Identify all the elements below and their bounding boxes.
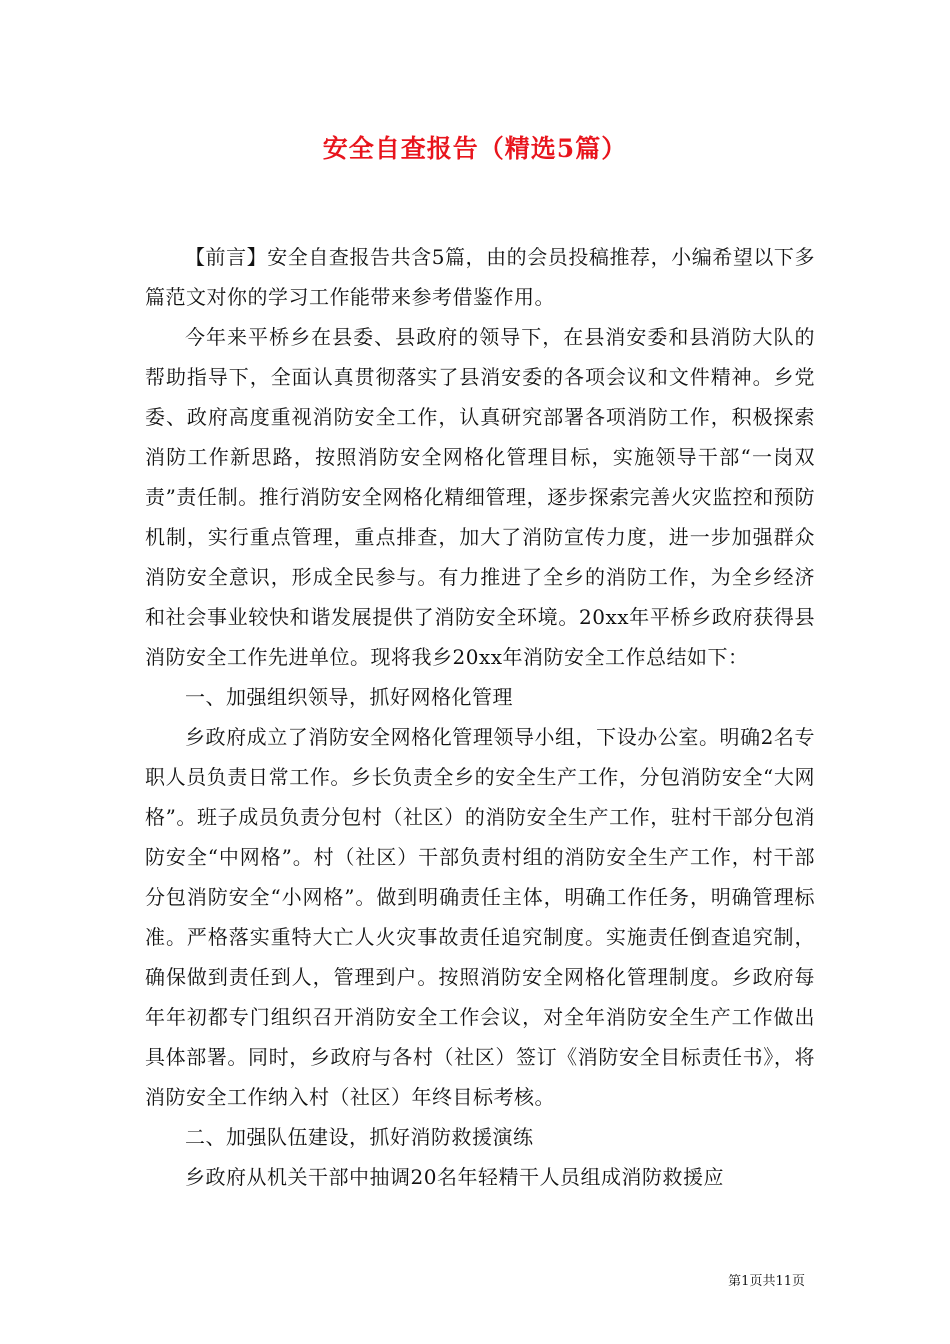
- section-2-paragraph: 乡政府从机关干部中抽调20名年轻精干人员组成消防救援应: [185, 1165, 724, 1189]
- intro-paragraph: 今年来平桥乡在县委、县政府的领导下，在县消安委和县消防大队的帮助指导下，全面认真贯彻落实了县消安委的各项会议和文件精神。乡党委、政府高度重视消防安全工作，认真研究部署各项消防工作，积极探索消防工作新思路，按照消防安全网格化管理目标，实施领导干部“一岗双责”责任制。推行消防安全网格化精细管理，逐步探索完善火灾监控和预防机制，实行重点管理，重点排查，加大了消防宣传力度，进一步加强群众消防安全意识，形成全民参与。有力推进了全乡的消防工作，为全乡经济和社会事业较快和谐发展提供了消防安全环境。20xx年平桥乡政府获得县消防安全工作先进单位。现将我乡20xx年消防安全工作总结如下：: [145, 325, 815, 669]
- preface-paragraph: 【前言】安全自查报告共含5篇，由的会员投稿推荐，小编希望以下多篇范文对你的学习工作能带来参考借鉴作用。: [145, 245, 815, 309]
- section-heading-2: 二、加强队伍建设，抓好消防救援演练: [185, 1125, 534, 1149]
- section-1-paragraph: 乡政府成立了消防安全网格化管理领导小组，下设办公室。明确2名专职人员负责日常工作。乡长负责全乡的安全生产工作，分包消防安全“大网格”。班子成员负责分包村（社区）的消防安全生产工作，驻村干部分包消防安全“中网格”。村（社区）干部负责村组的消防安全生产工作，村干部分包消防安全“小网格”。做到明确责任主体，明确工作任务，明确管理标准。严格落实重特大亡人火灾事故责任追究制度。实施责任倒查追究制，确保做到责任到人，管理到户。按照消防安全网格化管理制度。乡政府每年年初都专门组织召开消防安全工作会议，对全年消防安全生产工作做出具体部署。同时，乡政府与各村（社区）签订《消防安全目标责任书》，将消防安全工作纳入村（社区）年终目标考核。: [145, 725, 815, 1109]
- page-number-footer: 第1页共11页: [728, 1274, 805, 1289]
- page-title: 安全自查报告（精选5篇）: [322, 134, 628, 163]
- section-heading-1: 一、加强组织领导，抓好网格化管理: [185, 685, 513, 709]
- document-body: [145, 237, 815, 1197]
